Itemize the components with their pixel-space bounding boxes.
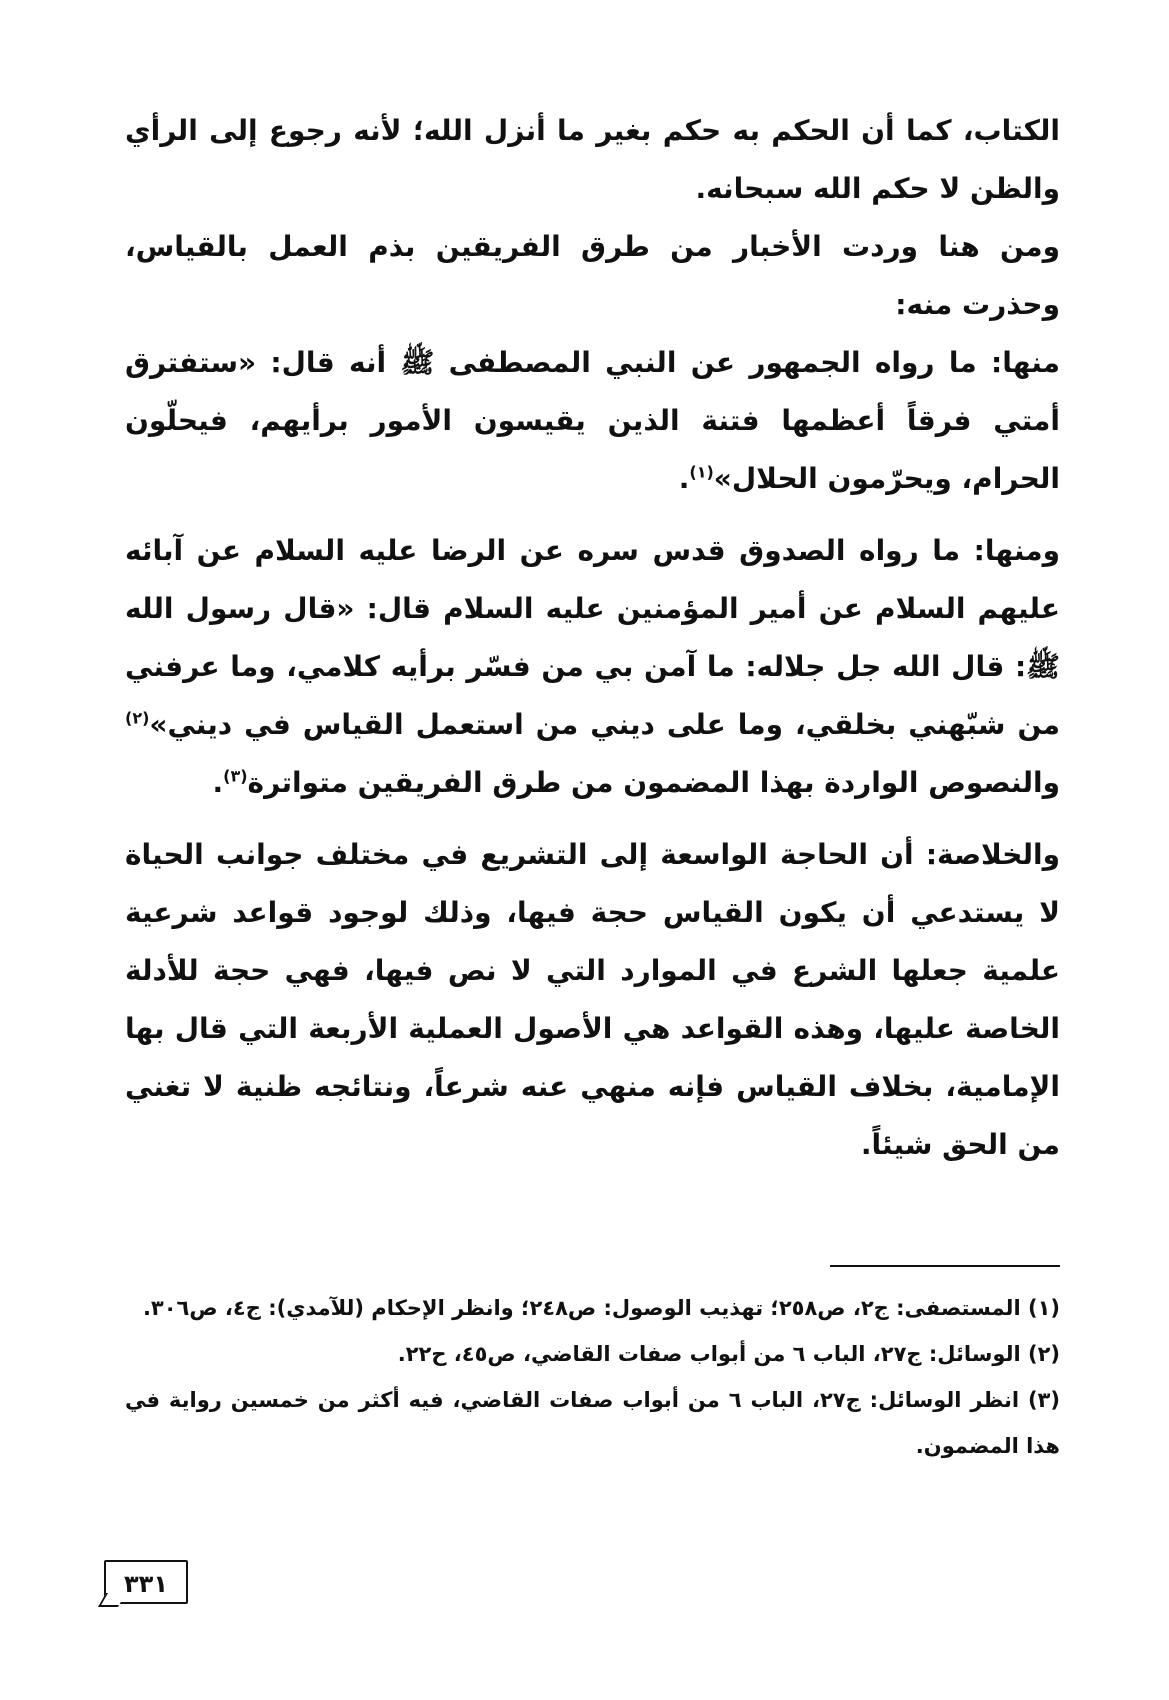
footnote-2: (٢) الوسائل: ج٢٧، الباب ٦ من أبواب صفات القاضي، ص٤٥، ح٢٢.	[397, 1342, 1060, 1366]
footnote-ref-2: (٢)	[125, 708, 150, 728]
footnote-3: (٣) انظر الوسائل: ج٢٧، الباب ٦ من أبواب صفات القاضي، فيه أكثر من خمسين رواية في هذا المضمون.	[125, 1388, 1060, 1458]
paragraph-4-text: ما رواه الصدوق قدس سره عن الرضا عليه السلام عن آبائه عليهم السلام عن أمير المؤمنين عليه السلام قال: «قال رسول الله ﷺ: قال الله جل جلاله: ما آمن بي من فسّر برأيه كلامي، وما عرفني من شبّهني بخلقي، وما على ديني من استعمل القياس في ديني»	[125, 534, 1060, 741]
footnote-ref-3: (٣)	[223, 766, 248, 786]
paragraph-4-lead: ومنها:	[973, 534, 1061, 567]
footnote-ref-1: (١)	[689, 462, 714, 482]
paragraph-3-text: ما رواه الجمهور عن النبي المصطفى ﷺ أنه قال: «ستفترق أمتي فرقاً أعظمها فتنة الذين يقيسون الأمور برأيهم، فيحلّون الحرام، ويحرّمون الحلال»	[125, 346, 1060, 495]
footnote-divider	[830, 1265, 1060, 1267]
paragraph-4-text-2: والنصوص الواردة بهذا المضمون من طرق الفريقين متواترة	[247, 766, 1060, 799]
paragraph-1: الكتاب، كما أن الحكم به حكم بغير ما أنزل الله؛ لأنه رجوع إلى الرأي والظن لا حكم الله سبحانه.	[125, 114, 1060, 205]
paragraph-3-end: .	[678, 462, 690, 495]
footnotes	[125, 1285, 1060, 1469]
paragraph-5-text: أن الحاجة الواسعة إلى التشريع في مختلف جوانب الحياة لا يستدعي أن يكون القياس حجة فيها، وذلك لوجود قواعد شرعية علمية جعلها الشرع في الموارد التي لا نص فيها، فهي حجة للأدلة الخاصة عليها، وهذه القواعد هي الأصول العملية الأربعة التي قال بها الإمامية، بخلاف القياس فإنه منهي عنه شرعاً، ونتائجه ظنية لا تغني من الحق شيئاً.	[125, 838, 1060, 1161]
paragraph-5-lead: والخلاصة:	[925, 838, 1061, 871]
paragraph-2: ومن هنا وردت الأخبار من طرق الفريقين بذم العمل بالقياس، وحذرت منه:	[125, 230, 1060, 321]
paragraph-3	[125, 334, 1060, 508]
page-number-corner	[98, 1593, 126, 1607]
paragraph-4-end: .	[212, 766, 224, 799]
paragraph-5	[125, 826, 1060, 1174]
paragraph-4	[125, 522, 1060, 812]
main-text	[125, 102, 1060, 1174]
paragraph-3-lead: منها:	[991, 346, 1060, 379]
footnote-1: (١) المستصفى: ج٢، ص٢٥٨؛ تهذيب الوصول: ص٢٤٨؛ وانظر الإحكام (للآمدي): ج٤، ص٣٠٦.	[142, 1296, 1060, 1320]
page-number: ٣٣١	[104, 1560, 188, 1604]
